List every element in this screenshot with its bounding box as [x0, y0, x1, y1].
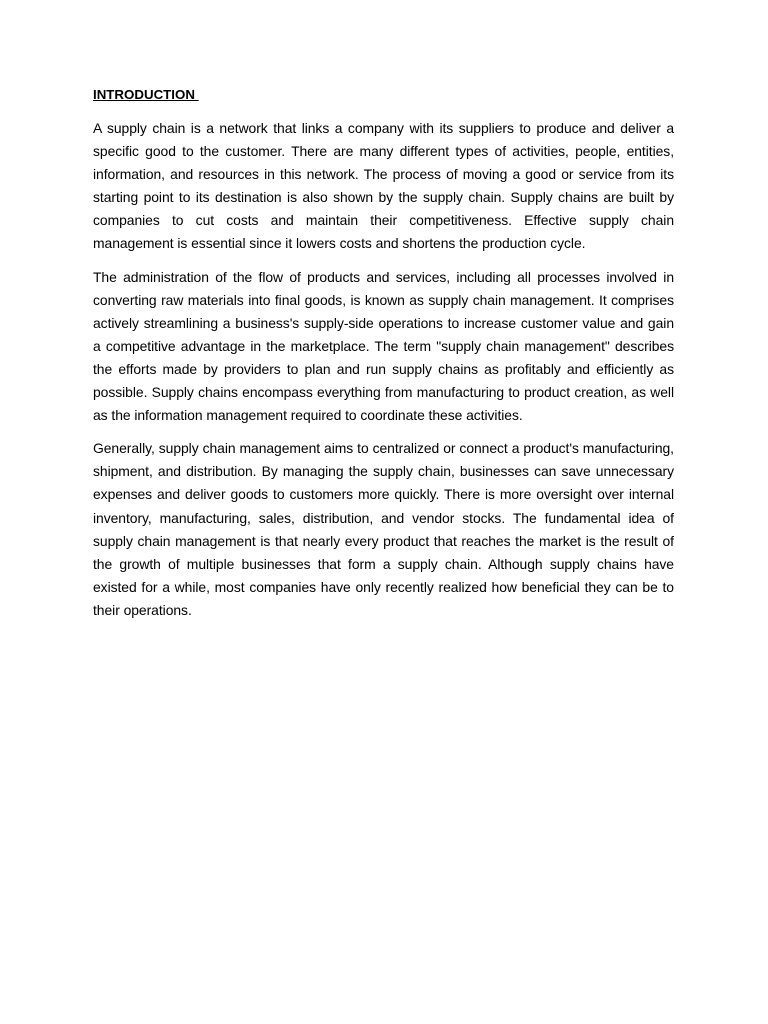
document-page — [93, 86, 674, 632]
paragraph-2: The administration of the flow of products and services, including all processes involved in converting raw materials into final goods, is known as supply chain management. It comprises actively streamlining a business's supply-side operations to increase customer value and gain a competitive advantage in the marketplace. The term "supply chain management" describes the efforts made by providers to plan and run supply chains as profitably and efficiently as possible. Supply chains encompass everything from manufacturing to product creation, as well as the information management required to coordinate these activities. — [93, 268, 674, 424]
paragraph-3: Generally, supply chain management aims to centralized or connect a product's manufacturing, shipment, and distribution. By managing the supply chain, businesses can save unnecessary expenses and deliver goods to customers more quickly. There is more oversight over internal inventory, manufacturing, sales, distribution, and vendor stocks. The fundamental idea of supply chain management is that nearly every product that reaches the market is the result of the growth of multiple businesses that form a supply chain. Although supply chains have existed for a while, most companies have only recently realized how beneficial they can be to their operations. — [93, 440, 674, 618]
paragraph-1: A supply chain is a network that links a company with its suppliers to produce and deliver a specific good to the customer. There are many different types of activities, people, entities, information, and resources in this network. The process of moving a good or service from its starting point to its destination is also shown by the supply chain. Supply chains are built by companies to cut costs and maintain their competitiveness. Effective supply chain management is essential since it lowers costs and shortens the production cycle. — [93, 120, 674, 252]
section-heading: INTRODUCTION — [93, 87, 199, 102]
